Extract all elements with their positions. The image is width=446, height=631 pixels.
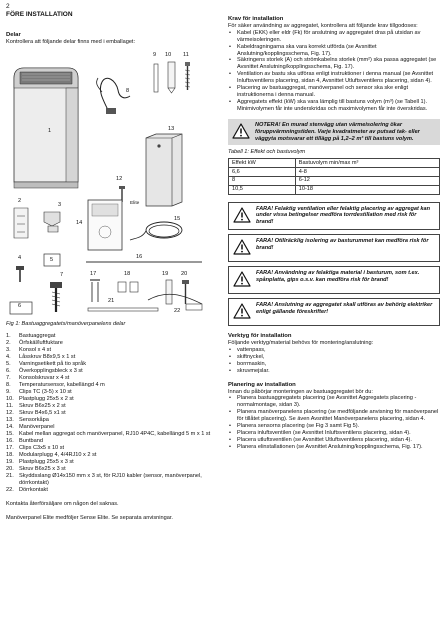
list-item: • Kabel (EKK) eller eldr (Fk) för anslutning av aggregatet dras på utsidan av värmeisoleringen. [237,30,440,44]
table-cell: 10-18 [295,185,439,194]
contact-note: Kontakta återförsäljare om någon del saknas. [6,501,119,507]
figure-label-19: 19 [162,271,169,277]
figure-label-6: 6 [18,303,22,309]
figure-label-21: 21 [108,298,115,304]
krav-title: Krav för installation [228,16,284,22]
table-header-cell: Effekt kW [229,159,296,168]
figure-label-17: 17 [90,271,97,277]
table-cell: 10,5 [229,185,296,194]
figure-label-12: 12 [116,176,123,182]
figure-label-22: 22 [174,308,181,314]
list-item: 10. Plastplugg 25x5 x 2 st [6,396,74,402]
lock-screw-drawing [16,266,24,282]
protective-hose-drawing [88,308,158,311]
list-item: 9. Clips TC (3-5) x 10 st [6,389,72,395]
list-item: • Planera manöverpanelens placering (se medföljande anvisning för manöverpanel för tillåtet placering). Se även Avsnittet Manöverpanelens placering, sidan 4. [237,409,440,423]
krav-list [228,30,440,113]
figure-label-13: 13 [168,126,175,132]
plastic-plugs-19-drawing [166,280,172,304]
figure-label-8: 8 [126,88,130,94]
list-item: 2. Örfskäl/luftfuktare [6,340,63,346]
figure-label-16: 16 [136,254,143,260]
sensor-drawing [97,78,130,114]
list-item: 1. Bastuaggregat [6,333,56,339]
list-item: 14. Manöverpanel [6,424,55,430]
list-item: • skiftnyckel, [237,354,440,361]
warning-text: FARA! Anslutning av aggregatet skall utföras av behörig elektriker enligt gällande föreskrifter! [256,302,433,316]
list-item: 6. Överkopplingsbleck x 3 st [6,368,83,374]
figure-label-7: 7 [60,272,64,278]
elite-note: Manöverpanel Elite medföljer Sense Elite. Se separata anvisningar. [6,515,173,521]
list-item: 4. Låsskruv B8x9,5 x 1 st [6,354,76,360]
note-box [228,119,440,146]
table-cell: 4-8 [295,168,439,177]
list-item: • Placering av bastuaggregat, manöverpanel och sensor ska ske enligt instruktionerna i denna manual. [237,85,440,99]
bracket-drawing [14,208,28,238]
warning-box [228,266,440,294]
list-item: • Säkringens storlek (A) och strömkabelns storlek (mm²) ska passa aggregatet (se Avsnittet Anslutning/kopplingsschema, Fig. 17). [237,57,440,71]
krav-intro: För säker användning av aggregatet, kontrollera att följande krav tillgodoses: [228,22,418,29]
warning-text: FARA! Otillräcklig isolering av basturummet kan medföra risk för brand! [256,238,429,252]
list-item: 13. Sensorkåpa [6,417,49,423]
warning-triangle-icon [232,123,250,139]
warning-triangle-icon [233,207,251,223]
table-row [229,168,440,177]
parts-figure [6,50,206,315]
list-item: • Placera inluftsventilen (se Avsnittet Inluftsventilens placering, sidan 4). [237,430,440,437]
chapter-title: FÖRE INSTALLATION [6,11,73,18]
list-item: 18. Modularplugg 4, 4/4RJ10 x 2 st [6,452,97,458]
planering-title: Planering av installation [228,381,296,388]
planering-list [228,395,440,450]
figure-label-11: 11 [183,52,189,58]
right-column [228,16,440,451]
list-item: • Aggregatets effekt (kW) ska vara lämplig till bastuns volym (m³) (se Tabell 1). Minimivolymen får inte underskridas och maximivolymen får inte överskridas. [237,99,440,113]
list-item: • Planera sensorns placering (se Fig 3 samt Fig 5). [237,423,440,430]
left-column [6,32,214,522]
control-panel-drawing [88,200,122,250]
list-item: 5. Varningsetikett på tio språk [6,361,87,367]
list-item: 22. Dörrkontakt [6,487,48,493]
list-item: • Placera utluftsventilen (se Avsnittet Utluftsventilens placering, sidan 4). [237,437,440,444]
clips-17-drawing [90,280,100,302]
warning-box [228,234,440,262]
note-text: NOTERA! En murad stenvägg utan värmeisolering ökar föruppvärmningstiden. Varje kvadratmeter av putsad tak- eller väggyta motsvarar ett tillägg på 1,2–2 m³ till bastuns volym. [255,121,420,142]
screws-20-drawing [182,280,189,304]
heater-drawing [14,68,78,188]
table-header-cell: Bastuvolym min/max m³ [295,159,439,168]
list-item: • borrmaskin, [237,361,440,368]
verktyg-intro: Följande verktyg/material behövs för montering/anslutning: [228,340,374,347]
list-item: 8. Temperatursensor, kabellängd 4 m [6,382,105,388]
planering-intro: Innan du påbörjar monteringen av bastuaggregatet bör du: [228,388,373,395]
page-number: 2 [6,3,10,10]
table-row [229,185,440,194]
delar-intro: Kontrollera att följande delar finns med i emballaget: [6,39,136,45]
figure-label-1: 1 [48,128,52,134]
figure-label-2: 2 [18,198,22,204]
figure-label-5: 5 [50,257,54,263]
verktyg-list [228,347,440,375]
figure-label-elite: Elite [130,201,140,206]
list-item: • skruvmejslar. [237,368,440,375]
figure-label-4: 4 [18,255,22,261]
cable-coil-drawing [130,222,182,240]
list-item: 21. Skyddsslang Ø14x150 mm x 3 st, för RJ10 kabler (sensor, manöverpanel, dörrkontakt) [6,473,202,486]
list-item: 7. Konsolskruvar x 4 st [6,375,70,381]
list-item: 12. Skruv B4x6,5 x1 st [6,410,66,416]
list-item: • Kabeldragningarna ska vara korrekt utförda (se Avsnittet Anslutning/kopplingsschema, Fig. 17). [237,44,440,58]
list-item: 17. Clips C3x5 x 10 st [6,445,65,451]
list-item: 19. Plastplugg 25x5 x 3 st [6,459,74,465]
warning-triangle-icon [233,303,251,319]
power-volume-table [228,158,440,194]
warning-box [228,202,440,231]
konsol-drawing [44,212,60,232]
figure-label-14: 14 [76,220,83,226]
figure-label-10: 10 [165,52,172,58]
table-cell: 6,6 [229,168,296,177]
warning-triangle-icon [233,271,251,287]
figure-label-18: 18 [124,271,131,277]
list-item: • vattenpass, [237,347,440,354]
list-item: • Ventilation av bastu ska utföras enligt instruktioner i denna manual (se Avsnittet Inluftsventilens placering, sidan 4, Avsnittet Utluftsventilens placering, sidan 4). [237,71,440,85]
warning-triangle-icon [233,239,251,255]
verktyg-section [228,333,440,374]
verktyg-title: Verktyg för installation [228,333,292,340]
warning-text: FARA! Användning av felaktiga material i basturum, som t.ex. spånplatta, gips o.s.v. kan medföra risk för brand! [256,270,420,284]
figure-label-15: 15 [174,216,181,222]
figure-caption: Fig 1: Bastuaggregatets/manöverpanelens delar [6,321,126,327]
sensor-cover-drawing [146,134,182,206]
planering-section [228,382,440,451]
small-parts-drawing [154,62,190,93]
konsol-screw-drawing [50,282,62,312]
figure-label-20: 20 [181,271,188,277]
list-item: 20. Skruv B6x25 x 3 st [6,466,66,472]
list-item: • Planera bastuaggregatets placering (se Avsnittet Aggregatets placering - normalmontage, sidan 3). [237,395,440,409]
figure-label-9: 9 [153,52,157,58]
list-item: 15. Kabel mellan aggregat och manöverpanel, RJ10 4P4C, kabellängd 5 m x 1 st [6,431,211,437]
parts-list [6,333,214,494]
list-item: 16. Buntband [6,438,43,444]
table-row [229,176,440,185]
modular-plugs-drawing [118,282,138,292]
table-caption: Tabell 1: Effekt och bastuvolym [228,149,306,156]
list-item: 3. Konsol x 4 st [6,347,52,353]
table-cell: 6-12 [295,176,439,185]
table-cell: 8 [229,176,296,185]
table-header-row [229,159,440,168]
figure-label-3: 3 [58,202,62,208]
list-item: • Planera elinstallationen (se Avsnittet Anslutning/kopplingsschema, Fig. 17). [237,444,440,451]
parts-illustration [6,50,206,315]
warning-box [228,298,440,326]
warning-text: FARA! Felaktig ventilation eller felaktig placering av aggregat kan under vissa betingelser medföra torrdestillation med risk för brand! [256,205,431,226]
list-item: 11. Skruv B6x25 x 2 st [6,403,66,409]
delar-title: Delar [6,32,21,38]
